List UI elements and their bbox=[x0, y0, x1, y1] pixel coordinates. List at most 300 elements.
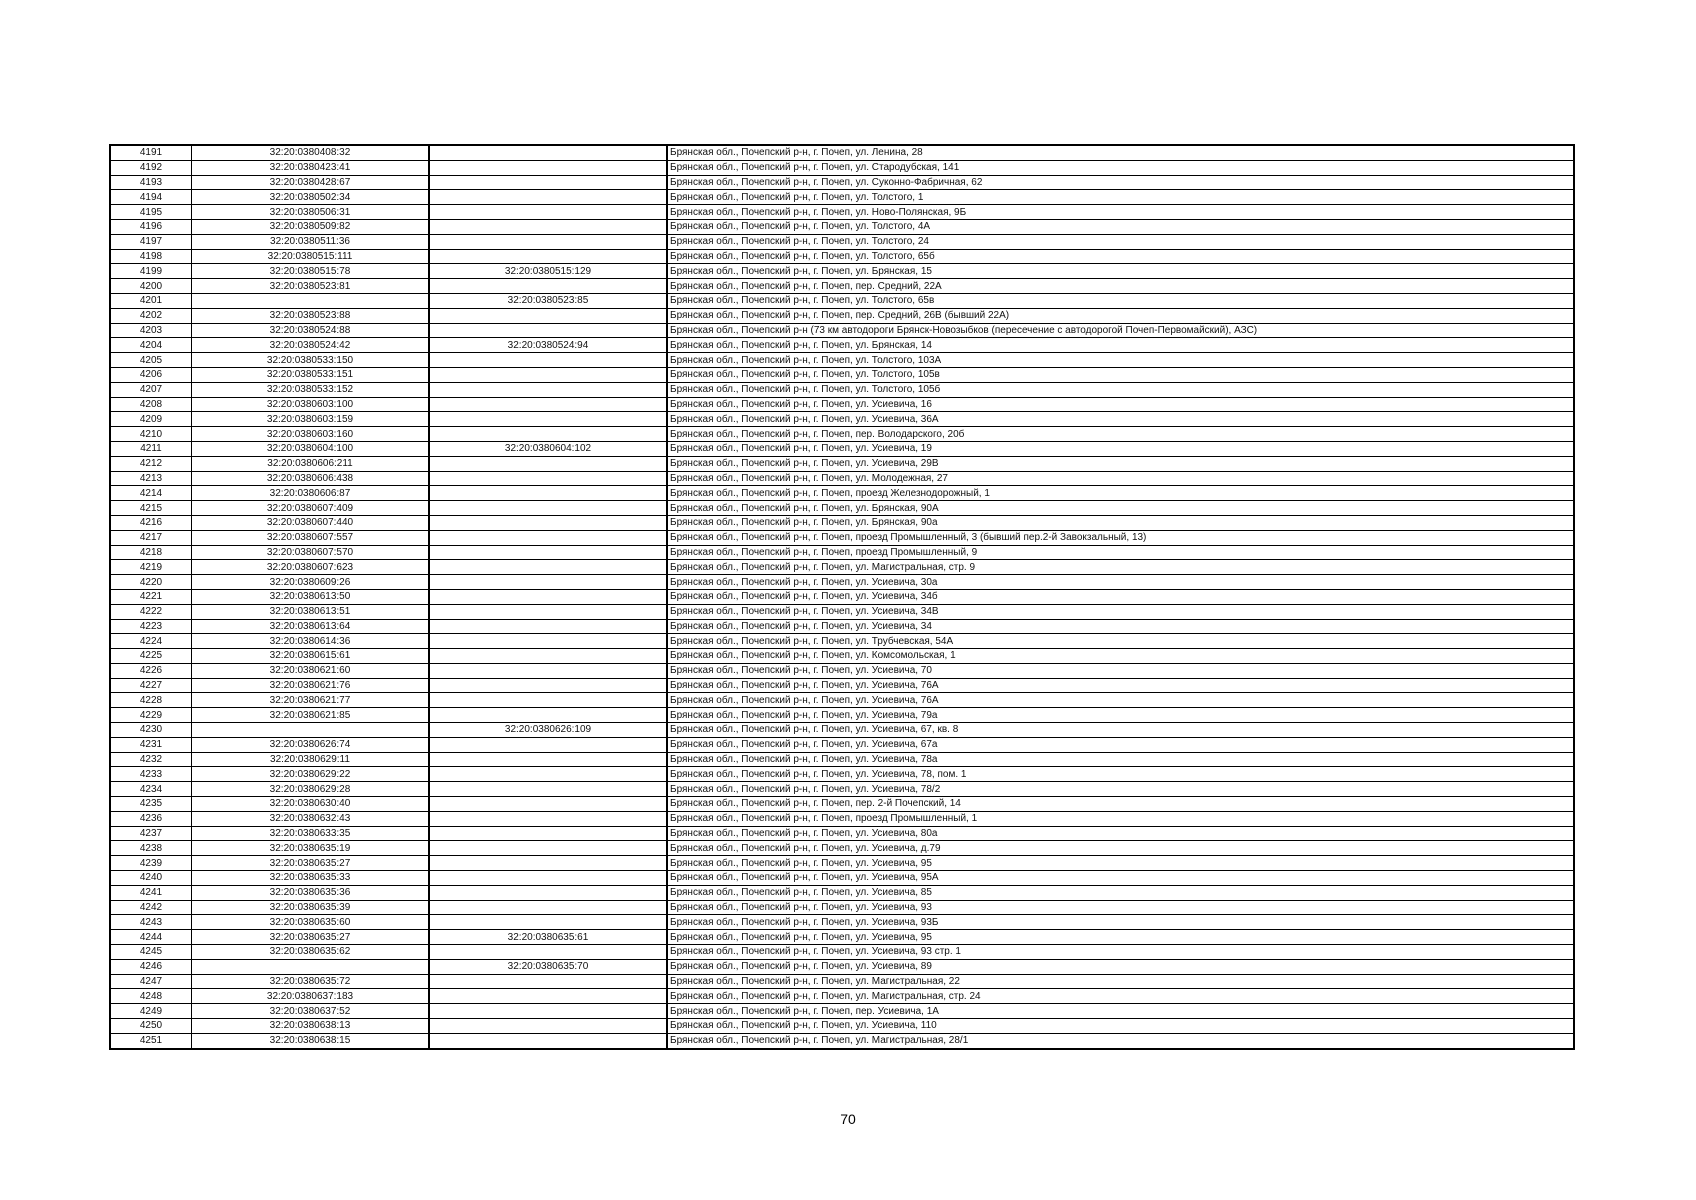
row-number-cell: 4239 bbox=[110, 856, 192, 871]
table-row bbox=[110, 560, 1574, 575]
table-row bbox=[110, 545, 1574, 560]
cadastral-number-cell: 32:20:0380630:40 bbox=[192, 797, 430, 812]
row-number-cell: 4213 bbox=[110, 471, 192, 486]
table-row bbox=[110, 723, 1574, 738]
address-cell: Брянская обл., Почепский р-н (73 км автодороги Брянск-Новозыбков (пересечение с автодорогой Почеп-Первомайский), АЗС) bbox=[667, 323, 1574, 338]
cadastral-number-cell: 32:20:0380533:152 bbox=[192, 382, 430, 397]
cadastral-number-cell: 32:20:0380635:27 bbox=[192, 856, 430, 871]
table-row bbox=[110, 797, 1574, 812]
cadastral-number-cell: 32:20:0380533:150 bbox=[192, 353, 430, 368]
document-sheet bbox=[109, 144, 1575, 1050]
address-cell: Брянская обл., Почепский р-н, г. Почеп, пер. Усиевича, 1А bbox=[667, 1004, 1574, 1019]
row-number-cell: 4230 bbox=[110, 723, 192, 738]
cadastral-number-cell: 32:20:0380638:13 bbox=[192, 1019, 430, 1034]
address-cell: Брянская обл., Почепский р-н, г. Почеп, ул. Усиевича, 29В bbox=[667, 456, 1574, 471]
row-number-cell: 4222 bbox=[110, 604, 192, 619]
parent-cadastral-number-cell bbox=[429, 885, 667, 900]
parent-cadastral-number-cell bbox=[429, 353, 667, 368]
cadastral-number-cell: 32:20:0380629:28 bbox=[192, 782, 430, 797]
cadastral-number-cell: 32:20:0380428:67 bbox=[192, 175, 430, 190]
address-cell: Брянская обл., Почепский р-н, г. Почеп, ул. Усиевича, 67а bbox=[667, 737, 1574, 752]
parent-cadastral-number-cell bbox=[429, 797, 667, 812]
address-cell: Брянская обл., Почепский р-н, г. Почеп, ул. Усиевича, 36А bbox=[667, 412, 1574, 427]
parent-cadastral-number-cell bbox=[429, 545, 667, 560]
row-number-cell: 4206 bbox=[110, 367, 192, 382]
cadastral-number-cell: 32:20:0380607:570 bbox=[192, 545, 430, 560]
parent-cadastral-number-cell bbox=[429, 501, 667, 516]
table-row bbox=[110, 353, 1574, 368]
row-number-cell: 4235 bbox=[110, 797, 192, 812]
registry-table bbox=[109, 144, 1575, 1050]
row-number-cell: 4203 bbox=[110, 323, 192, 338]
address-cell: Брянская обл., Почепский р-н, г. Почеп, ул. Толстого, 24 bbox=[667, 234, 1574, 249]
parent-cadastral-number-cell bbox=[429, 856, 667, 871]
cadastral-number-cell: 32:20:0380635:62 bbox=[192, 945, 430, 960]
cadastral-number-cell: 32:20:0380515:111 bbox=[192, 249, 430, 264]
row-number-cell: 4216 bbox=[110, 515, 192, 530]
table-row bbox=[110, 752, 1574, 767]
table-row bbox=[110, 234, 1574, 249]
cadastral-number-cell: 32:20:0380607:440 bbox=[192, 515, 430, 530]
row-number-cell: 4220 bbox=[110, 575, 192, 590]
parent-cadastral-number-cell: 32:20:0380635:70 bbox=[429, 959, 667, 974]
address-cell: Брянская обл., Почепский р-н, г. Почеп, проезд Промышленный, 9 bbox=[667, 545, 1574, 560]
cadastral-number-cell bbox=[192, 293, 430, 308]
table-row bbox=[110, 693, 1574, 708]
cadastral-number-cell: 32:20:0380635:27 bbox=[192, 930, 430, 945]
parent-cadastral-number-cell bbox=[429, 190, 667, 205]
cadastral-number-cell: 32:20:0380523:81 bbox=[192, 279, 430, 294]
cadastral-number-cell: 32:20:0380524:88 bbox=[192, 323, 430, 338]
cadastral-number-cell: 32:20:0380408:32 bbox=[192, 145, 430, 160]
table-row bbox=[110, 841, 1574, 856]
address-cell: Брянская обл., Почепский р-н, г. Почеп, ул. Усиевича, 110 bbox=[667, 1019, 1574, 1034]
cadastral-number-cell: 32:20:0380423:41 bbox=[192, 160, 430, 175]
row-number-cell: 4195 bbox=[110, 205, 192, 220]
table-row bbox=[110, 456, 1574, 471]
row-number-cell: 4204 bbox=[110, 338, 192, 353]
table-row bbox=[110, 767, 1574, 782]
table-row bbox=[110, 663, 1574, 678]
table-row bbox=[110, 427, 1574, 442]
parent-cadastral-number-cell bbox=[429, 560, 667, 575]
cadastral-number-cell: 32:20:0380502:34 bbox=[192, 190, 430, 205]
table-row bbox=[110, 782, 1574, 797]
cadastral-number-cell: 32:20:0380635:60 bbox=[192, 915, 430, 930]
table-row bbox=[110, 575, 1574, 590]
address-cell: Брянская обл., Почепский р-н, г. Почеп, ул. Усиевича, 34 bbox=[667, 619, 1574, 634]
parent-cadastral-number-cell bbox=[429, 308, 667, 323]
row-number-cell: 4248 bbox=[110, 989, 192, 1004]
row-number-cell: 4234 bbox=[110, 782, 192, 797]
parent-cadastral-number-cell bbox=[429, 915, 667, 930]
address-cell: Брянская обл., Почепский р-н, г. Почеп, ул. Стародубская, 141 bbox=[667, 160, 1574, 175]
address-cell: Брянская обл., Почепский р-н, г. Почеп, ул. Магистральная, стр. 24 bbox=[667, 989, 1574, 1004]
row-number-cell: 4211 bbox=[110, 441, 192, 456]
address-cell: Брянская обл., Почепский р-н, г. Почеп, ул. Толстого, 65б bbox=[667, 249, 1574, 264]
address-cell: Брянская обл., Почепский р-н, г. Почеп, проезд Железнодорожный, 1 bbox=[667, 486, 1574, 501]
cadastral-number-cell: 32:20:0380613:50 bbox=[192, 589, 430, 604]
row-number-cell: 4250 bbox=[110, 1019, 192, 1034]
parent-cadastral-number-cell bbox=[429, 649, 667, 664]
address-cell: Брянская обл., Почепский р-н, г. Почеп, ул. Усиевича, 34б bbox=[667, 589, 1574, 604]
row-number-cell: 4205 bbox=[110, 353, 192, 368]
cadastral-number-cell: 32:20:0380614:36 bbox=[192, 634, 430, 649]
cadastral-number-cell: 32:20:0380603:100 bbox=[192, 397, 430, 412]
row-number-cell: 4200 bbox=[110, 279, 192, 294]
row-number-cell: 4238 bbox=[110, 841, 192, 856]
parent-cadastral-number-cell bbox=[429, 900, 667, 915]
address-cell: Брянская обл., Почепский р-н, г. Почеп, ул. Усиевича, 85 bbox=[667, 885, 1574, 900]
table-row bbox=[110, 989, 1574, 1004]
parent-cadastral-number-cell bbox=[429, 752, 667, 767]
parent-cadastral-number-cell bbox=[429, 234, 667, 249]
parent-cadastral-number-cell bbox=[429, 515, 667, 530]
parent-cadastral-number-cell bbox=[429, 678, 667, 693]
cadastral-number-cell: 32:20:0380635:39 bbox=[192, 900, 430, 915]
address-cell: Брянская обл., Почепский р-н, г. Почеп, ул. Трубчевская, 54А bbox=[667, 634, 1574, 649]
row-number-cell: 4201 bbox=[110, 293, 192, 308]
address-cell: Брянская обл., Почепский р-н, г. Почеп, ул. Комсомольская, 1 bbox=[667, 649, 1574, 664]
cadastral-number-cell: 32:20:0380509:82 bbox=[192, 219, 430, 234]
address-cell: Брянская обл., Почепский р-н, г. Почеп, ул. Брянская, 90А bbox=[667, 501, 1574, 516]
cadastral-number-cell: 32:20:0380613:51 bbox=[192, 604, 430, 619]
cadastral-number-cell: 32:20:0380621:85 bbox=[192, 708, 430, 723]
row-number-cell: 4236 bbox=[110, 811, 192, 826]
cadastral-number-cell: 32:20:0380603:160 bbox=[192, 427, 430, 442]
table-row bbox=[110, 811, 1574, 826]
parent-cadastral-number-cell bbox=[429, 974, 667, 989]
cadastral-number-cell bbox=[192, 959, 430, 974]
table-row bbox=[110, 471, 1574, 486]
table-row bbox=[110, 737, 1574, 752]
row-number-cell: 4207 bbox=[110, 382, 192, 397]
row-number-cell: 4242 bbox=[110, 900, 192, 915]
parent-cadastral-number-cell bbox=[429, 219, 667, 234]
table-row bbox=[110, 338, 1574, 353]
row-number-cell: 4226 bbox=[110, 663, 192, 678]
row-number-cell: 4210 bbox=[110, 427, 192, 442]
address-cell: Брянская обл., Почепский р-н, г. Почеп, ул. Магистральная, стр. 9 bbox=[667, 560, 1574, 575]
parent-cadastral-number-cell bbox=[429, 811, 667, 826]
table-row bbox=[110, 175, 1574, 190]
parent-cadastral-number-cell bbox=[429, 604, 667, 619]
table-row bbox=[110, 219, 1574, 234]
table-row bbox=[110, 678, 1574, 693]
cadastral-number-cell: 32:20:0380613:64 bbox=[192, 619, 430, 634]
parent-cadastral-number-cell bbox=[429, 471, 667, 486]
parent-cadastral-number-cell bbox=[429, 397, 667, 412]
row-number-cell: 4198 bbox=[110, 249, 192, 264]
address-cell: Брянская обл., Почепский р-н, г. Почеп, ул. Усиевича, д.79 bbox=[667, 841, 1574, 856]
row-number-cell: 4208 bbox=[110, 397, 192, 412]
row-number-cell: 4232 bbox=[110, 752, 192, 767]
cadastral-number-cell: 32:20:0380635:36 bbox=[192, 885, 430, 900]
address-cell: Брянская обл., Почепский р-н, г. Почеп, ул. Усиевича, 67, кв. 8 bbox=[667, 723, 1574, 738]
page-number: 70 bbox=[840, 1111, 856, 1127]
row-number-cell: 4244 bbox=[110, 930, 192, 945]
table-row bbox=[110, 871, 1574, 886]
row-number-cell: 4245 bbox=[110, 945, 192, 960]
row-number-cell: 4219 bbox=[110, 560, 192, 575]
parent-cadastral-number-cell: 32:20:0380604:102 bbox=[429, 441, 667, 456]
cadastral-number-cell: 32:20:0380604:100 bbox=[192, 441, 430, 456]
cadastral-number-cell: 32:20:0380615:61 bbox=[192, 649, 430, 664]
row-number-cell: 4212 bbox=[110, 456, 192, 471]
address-cell: Брянская обл., Почепский р-н, г. Почеп, ул. Ново-Полянская, 9Б bbox=[667, 205, 1574, 220]
table-row bbox=[110, 1019, 1574, 1034]
address-cell: Брянская обл., Почепский р-н, г. Почеп, ул. Усиевича, 78/2 bbox=[667, 782, 1574, 797]
table-row bbox=[110, 604, 1574, 619]
row-number-cell: 4251 bbox=[110, 1033, 192, 1048]
row-number-cell: 4225 bbox=[110, 649, 192, 664]
address-cell: Брянская обл., Почепский р-н, г. Почеп, ул. Молодежная, 27 bbox=[667, 471, 1574, 486]
row-number-cell: 4231 bbox=[110, 737, 192, 752]
cadastral-number-cell: 32:20:0380606:438 bbox=[192, 471, 430, 486]
parent-cadastral-number-cell bbox=[429, 589, 667, 604]
row-number-cell: 4227 bbox=[110, 678, 192, 693]
cadastral-number-cell: 32:20:0380609:26 bbox=[192, 575, 430, 590]
table-row bbox=[110, 308, 1574, 323]
address-cell: Брянская обл., Почепский р-н, г. Почеп, ул. Толстого, 103А bbox=[667, 353, 1574, 368]
cadastral-number-cell: 32:20:0380606:87 bbox=[192, 486, 430, 501]
address-cell: Брянская обл., Почепский р-н, г. Почеп, ул. Усиевича, 76А bbox=[667, 678, 1574, 693]
parent-cadastral-number-cell bbox=[429, 841, 667, 856]
row-number-cell: 4221 bbox=[110, 589, 192, 604]
parent-cadastral-number-cell bbox=[429, 737, 667, 752]
cadastral-number-cell: 32:20:0380626:74 bbox=[192, 737, 430, 752]
address-cell: Брянская обл., Почепский р-н, г. Почеп, проезд Промышленный, 3 (бывший пер.2-й Завокзальный, 13) bbox=[667, 530, 1574, 545]
row-number-cell: 4191 bbox=[110, 145, 192, 160]
row-number-cell: 4229 bbox=[110, 708, 192, 723]
table-row bbox=[110, 486, 1574, 501]
address-cell: Брянская обл., Почепский р-н, г. Почеп, ул. Брянская, 14 bbox=[667, 338, 1574, 353]
cadastral-number-cell: 32:20:0380621:60 bbox=[192, 663, 430, 678]
address-cell: Брянская обл., Почепский р-н, г. Почеп, ул. Усиевича, 79а bbox=[667, 708, 1574, 723]
row-number-cell: 4233 bbox=[110, 767, 192, 782]
address-cell: Брянская обл., Почепский р-н, г. Почеп, ул. Усиевича, 19 bbox=[667, 441, 1574, 456]
address-cell: Брянская обл., Почепский р-н, г. Почеп, ул. Усиевича, 95А bbox=[667, 871, 1574, 886]
address-cell: Брянская обл., Почепский р-н, г. Почеп, ул. Усиевича, 16 bbox=[667, 397, 1574, 412]
cadastral-number-cell: 32:20:0380621:76 bbox=[192, 678, 430, 693]
address-cell: Брянская обл., Почепский р-н, г. Почеп, ул. Усиевича, 93Б bbox=[667, 915, 1574, 930]
parent-cadastral-number-cell bbox=[429, 1004, 667, 1019]
parent-cadastral-number-cell bbox=[429, 1019, 667, 1034]
parent-cadastral-number-cell bbox=[429, 575, 667, 590]
address-cell: Брянская обл., Почепский р-н, г. Почеп, ул. Усиевича, 89 bbox=[667, 959, 1574, 974]
cadastral-number-cell: 32:20:0380607:557 bbox=[192, 530, 430, 545]
row-number-cell: 4197 bbox=[110, 234, 192, 249]
parent-cadastral-number-cell bbox=[429, 989, 667, 1004]
cadastral-number-cell: 32:20:0380533:151 bbox=[192, 367, 430, 382]
parent-cadastral-number-cell: 32:20:0380515:129 bbox=[429, 264, 667, 279]
table-row bbox=[110, 826, 1574, 841]
row-number-cell: 4224 bbox=[110, 634, 192, 649]
parent-cadastral-number-cell bbox=[429, 145, 667, 160]
table-row bbox=[110, 249, 1574, 264]
parent-cadastral-number-cell bbox=[429, 367, 667, 382]
table-row bbox=[110, 930, 1574, 945]
cadastral-number-cell: 32:20:0380629:22 bbox=[192, 767, 430, 782]
cadastral-number-cell: 32:20:0380638:15 bbox=[192, 1033, 430, 1048]
table-row bbox=[110, 856, 1574, 871]
row-number-cell: 4237 bbox=[110, 826, 192, 841]
parent-cadastral-number-cell bbox=[429, 249, 667, 264]
address-cell: Брянская обл., Почепский р-н, г. Почеп, ул. Брянская, 90а bbox=[667, 515, 1574, 530]
address-cell: Брянская обл., Почепский р-н, г. Почеп, ул. Толстого, 4А bbox=[667, 219, 1574, 234]
table-row bbox=[110, 412, 1574, 427]
table-row bbox=[110, 367, 1574, 382]
row-number-cell: 4214 bbox=[110, 486, 192, 501]
cadastral-number-cell: 32:20:0380621:77 bbox=[192, 693, 430, 708]
parent-cadastral-number-cell bbox=[429, 382, 667, 397]
table-row bbox=[110, 397, 1574, 412]
parent-cadastral-number-cell: 32:20:0380524:94 bbox=[429, 338, 667, 353]
address-cell: Брянская обл., Почепский р-н, г. Почеп, ул. Усиевича, 80а bbox=[667, 826, 1574, 841]
parent-cadastral-number-cell bbox=[429, 782, 667, 797]
table-row bbox=[110, 293, 1574, 308]
row-number-cell: 4196 bbox=[110, 219, 192, 234]
row-number-cell: 4202 bbox=[110, 308, 192, 323]
table-row bbox=[110, 501, 1574, 516]
table-row bbox=[110, 530, 1574, 545]
parent-cadastral-number-cell bbox=[429, 826, 667, 841]
parent-cadastral-number-cell bbox=[429, 530, 667, 545]
address-cell: Брянская обл., Почепский р-н, г. Почеп, ул. Усиевича, 93 bbox=[667, 900, 1574, 915]
parent-cadastral-number-cell bbox=[429, 427, 667, 442]
parent-cadastral-number-cell bbox=[429, 634, 667, 649]
table-row bbox=[110, 190, 1574, 205]
table-row bbox=[110, 515, 1574, 530]
parent-cadastral-number-cell bbox=[429, 456, 667, 471]
parent-cadastral-number-cell: 32:20:0380635:61 bbox=[429, 930, 667, 945]
parent-cadastral-number-cell bbox=[429, 663, 667, 678]
parent-cadastral-number-cell bbox=[429, 412, 667, 427]
table-row bbox=[110, 441, 1574, 456]
address-cell: Брянская обл., Почепский р-н, г. Почеп, ул. Брянская, 15 bbox=[667, 264, 1574, 279]
table-row bbox=[110, 634, 1574, 649]
row-number-cell: 4194 bbox=[110, 190, 192, 205]
table-row bbox=[110, 959, 1574, 974]
cadastral-number-cell: 32:20:0380523:88 bbox=[192, 308, 430, 323]
cadastral-number-cell: 32:20:0380632:43 bbox=[192, 811, 430, 826]
table-row bbox=[110, 264, 1574, 279]
address-cell: Брянская обл., Почепский р-н, г. Почеп, ул. Усиевича, 95 bbox=[667, 856, 1574, 871]
address-cell: Брянская обл., Почепский р-н, г. Почеп, ул. Ленина, 28 bbox=[667, 145, 1574, 160]
table-row bbox=[110, 649, 1574, 664]
cadastral-number-cell: 32:20:0380524:42 bbox=[192, 338, 430, 353]
address-cell: Брянская обл., Почепский р-н, г. Почеп, ул. Суконно-Фабричная, 62 bbox=[667, 175, 1574, 190]
row-number-cell: 4192 bbox=[110, 160, 192, 175]
row-number-cell: 4228 bbox=[110, 693, 192, 708]
cadastral-number-cell: 32:20:0380633:35 bbox=[192, 826, 430, 841]
parent-cadastral-number-cell bbox=[429, 945, 667, 960]
cadastral-number-cell: 32:20:0380606:211 bbox=[192, 456, 430, 471]
parent-cadastral-number-cell bbox=[429, 486, 667, 501]
table-row bbox=[110, 885, 1574, 900]
table-row bbox=[110, 382, 1574, 397]
address-cell: Брянская обл., Почепский р-н, г. Почеп, проезд Промышленный, 1 bbox=[667, 811, 1574, 826]
cadastral-number-cell: 32:20:0380635:19 bbox=[192, 841, 430, 856]
cadastral-number-cell: 32:20:0380511:36 bbox=[192, 234, 430, 249]
parent-cadastral-number-cell bbox=[429, 279, 667, 294]
row-number-cell: 4241 bbox=[110, 885, 192, 900]
parent-cadastral-number-cell: 32:20:0380626:109 bbox=[429, 723, 667, 738]
row-number-cell: 4249 bbox=[110, 1004, 192, 1019]
row-number-cell: 4243 bbox=[110, 915, 192, 930]
row-number-cell: 4209 bbox=[110, 412, 192, 427]
table-row bbox=[110, 900, 1574, 915]
address-cell: Брянская обл., Почепский р-н, г. Почеп, ул. Толстого, 65в bbox=[667, 293, 1574, 308]
table-row bbox=[110, 1004, 1574, 1019]
table-row bbox=[110, 205, 1574, 220]
address-cell: Брянская обл., Почепский р-н, г. Почеп, ул. Толстого, 1 bbox=[667, 190, 1574, 205]
address-cell: Брянская обл., Почепский р-н, г. Почеп, ул. Усиевича, 93 стр. 1 bbox=[667, 945, 1574, 960]
address-cell: Брянская обл., Почепский р-н, г. Почеп, ул. Магистральная, 28/1 bbox=[667, 1033, 1574, 1048]
address-cell: Брянская обл., Почепский р-н, г. Почеп, ул. Усиевича, 34В bbox=[667, 604, 1574, 619]
parent-cadastral-number-cell bbox=[429, 767, 667, 782]
address-cell: Брянская обл., Почепский р-н, г. Почеп, пер. Володарского, 20б bbox=[667, 427, 1574, 442]
parent-cadastral-number-cell: 32:20:0380523:85 bbox=[429, 293, 667, 308]
address-cell: Брянская обл., Почепский р-н, г. Почеп, ул. Толстого, 105в bbox=[667, 367, 1574, 382]
registry-table-body bbox=[110, 145, 1574, 1049]
cadastral-number-cell: 32:20:0380637:52 bbox=[192, 1004, 430, 1019]
cadastral-number-cell: 32:20:0380637:183 bbox=[192, 989, 430, 1004]
row-number-cell: 4218 bbox=[110, 545, 192, 560]
parent-cadastral-number-cell bbox=[429, 175, 667, 190]
parent-cadastral-number-cell bbox=[429, 205, 667, 220]
address-cell: Брянская обл., Почепский р-н, г. Почеп, ул. Усиевича, 70 bbox=[667, 663, 1574, 678]
address-cell: Брянская обл., Почепский р-н, г. Почеп, пер. 2-й Почепский, 14 bbox=[667, 797, 1574, 812]
parent-cadastral-number-cell bbox=[429, 619, 667, 634]
cadastral-number-cell: 32:20:0380635:33 bbox=[192, 871, 430, 886]
row-number-cell: 4246 bbox=[110, 959, 192, 974]
address-cell: Брянская обл., Почепский р-н, г. Почеп, ул. Усиевича, 78, пом. 1 bbox=[667, 767, 1574, 782]
address-cell: Брянская обл., Почепский р-н, г. Почеп, пер. Средний, 22А bbox=[667, 279, 1574, 294]
row-number-cell: 4217 bbox=[110, 530, 192, 545]
table-row bbox=[110, 945, 1574, 960]
parent-cadastral-number-cell bbox=[429, 871, 667, 886]
cadastral-number-cell: 32:20:0380607:409 bbox=[192, 501, 430, 516]
cadastral-number-cell: 32:20:0380629:11 bbox=[192, 752, 430, 767]
parent-cadastral-number-cell bbox=[429, 708, 667, 723]
cadastral-number-cell bbox=[192, 723, 430, 738]
cadastral-number-cell: 32:20:0380607:623 bbox=[192, 560, 430, 575]
address-cell: Брянская обл., Почепский р-н, г. Почеп, ул. Толстого, 105б bbox=[667, 382, 1574, 397]
cadastral-number-cell: 32:20:0380515:78 bbox=[192, 264, 430, 279]
parent-cadastral-number-cell bbox=[429, 1033, 667, 1048]
address-cell: Брянская обл., Почепский р-н, г. Почеп, ул. Усиевича, 78а bbox=[667, 752, 1574, 767]
address-cell: Брянская обл., Почепский р-н, г. Почеп, ул. Магистральная, 22 bbox=[667, 974, 1574, 989]
table-row bbox=[110, 160, 1574, 175]
table-row bbox=[110, 323, 1574, 338]
row-number-cell: 4199 bbox=[110, 264, 192, 279]
parent-cadastral-number-cell bbox=[429, 323, 667, 338]
row-number-cell: 4193 bbox=[110, 175, 192, 190]
address-cell: Брянская обл., Почепский р-н, г. Почеп, ул. Усиевича, 95 bbox=[667, 930, 1574, 945]
parent-cadastral-number-cell bbox=[429, 160, 667, 175]
address-cell: Брянская обл., Почепский р-н, г. Почеп, ул. Усиевича, 30а bbox=[667, 575, 1574, 590]
row-number-cell: 4223 bbox=[110, 619, 192, 634]
table-row bbox=[110, 1033, 1574, 1048]
row-number-cell: 4215 bbox=[110, 501, 192, 516]
table-row bbox=[110, 279, 1574, 294]
address-cell: Брянская обл., Почепский р-н, г. Почеп, пер. Средний, 26В (бывший 22А) bbox=[667, 308, 1574, 323]
address-cell: Брянская обл., Почепский р-н, г. Почеп, ул. Усиевича, 76А bbox=[667, 693, 1574, 708]
table-row bbox=[110, 589, 1574, 604]
table-row bbox=[110, 915, 1574, 930]
table-row bbox=[110, 145, 1574, 160]
